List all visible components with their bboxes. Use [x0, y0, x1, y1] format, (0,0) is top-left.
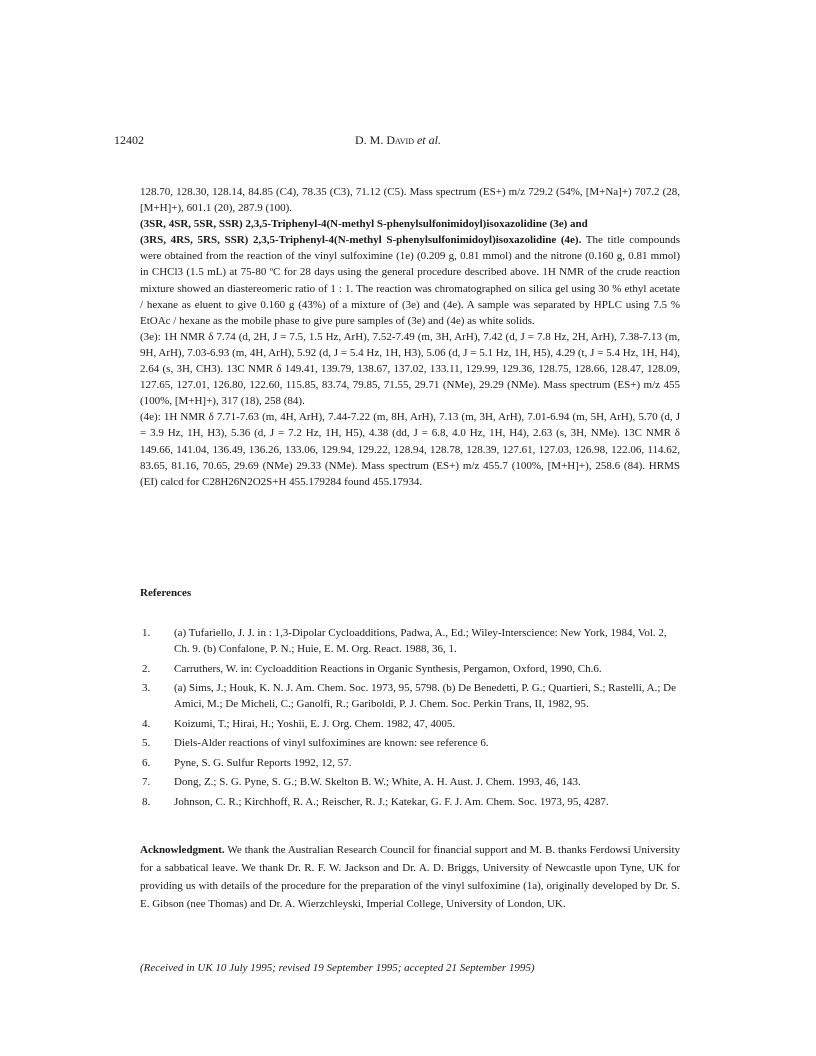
- body-text: [140, 184, 680, 490]
- data-4e: (4e): 1H NMR δ 7.71-7.63 (m, 4H, ArH), 7.44-7.22 (m, 8H, ArH), 7.13 (m, 3H, ArH), 7.01-6.94 (m, 5H, ArH), 5.70 (d, J = 3.9 Hz, 1H, H3), 5.36 (d, J = 7.2 Hz, 1H, H5), 4.38 (dd, J = 6.8, 4.0 Hz, 1H, H4), 2.63 (s, 3H, NMe). 13C NMR δ 149.66, 141.04, 136.49, 136.26, 133.06, 129.94, 129.22, 128.94, 128.78, 128.39, 127.61, 127.03, 126.98, 122.06, 114.62, 83.65, 81.16, 70.65, 29.69 (NMe) 29.33 (NMe). Mass spectrum (ES+) m/z 455.7 (100%, [M+H]+), 258.6 (84). HRMS (EI) calcd for C28H26N2O2S+H 455.179284 found 455.17934.: [140, 411, 680, 488]
- data-3e: (3e): 1H NMR δ 7.74 (d, 2H, J = 7.5, 1.5 Hz, ArH), 7.52-7.49 (m, 3H, ArH), 7.42 (d, J = 7.8 Hz, 2H, ArH), 7.38-7.13 (m, 9H, ArH), 7.03-6.93 (m, 4H, ArH), 5.92 (d, J = 5.4 Hz, 1H, H3), 5.06 (d, J = 5.1 Hz, 1H, H5), 4.29 (t, J = 5.4 Hz, 1H, H4), 2.64 (s, 3H, CH3). 13C NMR δ 149.41, 139.79, 138.67, 137.02, 133.11, 129.99, 129.36, 128.75, 128.66, 128.47, 128.09, 127.65, 127.01, 126.80, 122.60, 115.85, 83.74, 79.85, 71.55, 29.71 (NMe), 29.29 (NMe). Mass spectrum (ES+) m/z 455 (100%, [M+H]+), 317 (18), 258 (84).: [140, 330, 680, 408]
- acknowledgment: Acknowledgment. We thank the Australian Research Council for financial support and M. B. thanks Ferdowsi University for a sabbatical leave. We thank Dr. R. F. W. Jackson and Dr. A. D. Briggs, University of Newcastle upon Tyne, UK for providing us with details of the procedure for the preparation of the vinyl sulfoximine (1a), originally developed by Dr. S. E. Gibson (nee Thomas) and Dr. A. Wierzchleyski, Imperial College, University of London, UK.: [140, 844, 680, 910]
- reference-item: 4. Koizumi, T.; Hirai, H.; Yoshii, E. J. Org. Chem. 1982, 47, 4005.: [142, 717, 456, 730]
- reference-item: 5. Diels-Alder reactions of vinyl sulfoximines are known: see reference 6.: [142, 737, 489, 749]
- running-head: D. M. David et al.: [355, 133, 441, 147]
- mass-spectrum-paragraph: 128.70, 128.30, 128.14, 84.85 (C4), 78.35 (C3), 71.12 (C5). Mass spectrum (ES+) m/z 729.2 (54%, [M+Na]+) 707.2 (28, [M+H]+), 601.1 (20), 287.9 (100).: [140, 186, 680, 215]
- acknowledgment-heading: Acknowledgment.: [140, 844, 225, 856]
- page-number: 12402: [114, 133, 144, 147]
- reference-item: 2. Carruthers, W. in: Cycloaddition Reactions in Organic Synthesis, Pergamon, Oxford, 1990, Ch.6.: [142, 662, 602, 675]
- reference-item: 3. (a) Sims, J.; Houk, K. N. J. Am. Chem. Soc. 1973, 95, 5798. (b) De Benedetti, P. G.; Quartieri, S.; Rastelli, A.; De Amici, M.; De Micheli, C.; Ganolfi, R.; Gariboldi, P. J. Chem. Soc. Perkin Trans, II, 1982, 95.: [142, 682, 676, 710]
- references-heading: References: [140, 587, 192, 599]
- reference-item: 6. Pyne, S. G. Sulfur Reports 1992, 12, 57.: [142, 756, 352, 769]
- reference-item: 1. (a) Tufariello, J. J. in : 1,3-Dipolar Cycloadditions, Padwa, A., Ed.; Wiley-Interscience: New York, 1984, Vol. 2, Ch. 9. (b) Confalone, P. N.; Huie, E. M. Org. React. 1988, 36, 1.: [142, 627, 667, 655]
- reference-item: 7. Dong, Z.; S. G. Pyne, S. G.; B.W. Skelton B. W.; White, A. H. Aust. J. Chem. 1993, 46, 143.: [142, 776, 581, 788]
- compound-title-4e: (3RS, 4RS, 5RS, SSR) 2,3,5-Triphenyl-4(N-methyl S-phenylsulfonimidoyl)isoxazolidine (4e). The title compounds were obtained from the reaction of the vinyl sulfoximine (1e) (0.209 g, 0.81 mmol) and the nitrone (0.160 g, 0.81 mmol) in CHCl3 (1.5 mL) at 75-80 ºC for 28 days using the general procedure described above. 1H NMR of the crude reaction mixture showed an diastereomeric ratio of 1 : 1. The reaction was chromatographed on silica gel using 30 % ethyl acetate / hexane as eluent to give 0.160 g (43%) of a mixture of (3e) and (4e). A sample was separated by HPLC using 7.5 % EtOAc / hexane as the mobile phase to give pure samples of (3e) and (4e) as white solids.: [140, 234, 680, 327]
- references-list: [140, 625, 680, 813]
- compound-title-3e: (3SR, 4SR, 5SR, SSR) 2,3,5-Triphenyl-4(N-methyl S-phenylsulfonimidoyl)isoxazolidine (3e) and: [140, 218, 588, 231]
- received-dates: (Received in UK 10 July 1995; revised 19 September 1995; accepted 21 September 1995): [140, 962, 535, 974]
- reference-item: 8. Johnson, C. R.; Kirchhoff, R. A.; Reischer, R. J.; Katekar, G. F. J. Am. Chem. Soc. 1973, 95, 4287.: [142, 795, 609, 808]
